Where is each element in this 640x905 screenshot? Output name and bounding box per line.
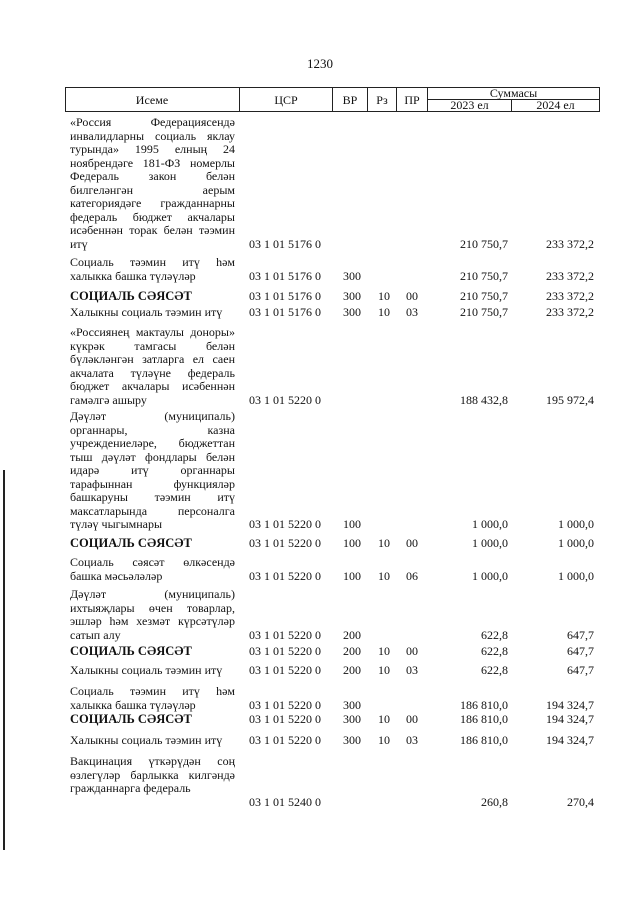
name-cell: «Россия Федерациясендә инвалидларны социаль яклау турында» 1995 елның 24 ноябрендәге 181-ФЗ номерлы Федераль закон белән билгеләнгән аерым категориядәге гражданнарны федераль бюджет акчалары исәбеннән торак белән тәэмин итү: [70, 115, 235, 251]
sum-2024: 647,7: [567, 663, 594, 677]
sum-2024: 647,7: [567, 644, 594, 658]
csr-code: 03 1 01 5220 0: [249, 663, 321, 677]
header-year-2023: 2023 ел: [450, 98, 489, 112]
name-cell: Халыкны социаль тәэмин итү: [70, 305, 223, 319]
sum-2023: 210 750,7: [460, 305, 508, 319]
name-cell: Социаль тәэмин итү һәм халыкка башка түләүләр: [70, 684, 235, 712]
header-year-2024: 2024 ел: [536, 98, 575, 112]
csr-code: 03 1 01 5176 0: [249, 305, 321, 319]
csr-code: 03 1 01 5176 0: [249, 268, 321, 283]
sum-2023: 1 000,0: [472, 517, 508, 531]
vr-code: 200: [343, 644, 361, 658]
sum-2024: 233 372,2: [546, 236, 594, 251]
rz-code: 10: [378, 644, 390, 658]
sum-2023: 1 000,0: [472, 568, 508, 583]
pr-code: 03: [406, 663, 418, 677]
sum-2023: 186 810,0: [460, 712, 508, 726]
vr-code: 100: [343, 517, 361, 531]
csr-code: 03 1 01 5220 0: [249, 392, 321, 407]
name-cell: СОЦИАЛЬ СӘЯСӘТ: [70, 289, 192, 303]
rz-code: 10: [378, 568, 390, 583]
rz-code: 10: [378, 712, 390, 726]
sum-2024: 1 000,0: [558, 536, 594, 550]
csr-code: 03 1 01 5176 0: [249, 289, 321, 303]
sum-2023: 188 432,8: [460, 392, 508, 407]
rz-code: 10: [378, 536, 390, 550]
sum-2023: 186 810,0: [460, 697, 508, 712]
csr-code: 03 1 01 5220 0: [249, 568, 321, 583]
sum-2024: 270,4: [567, 794, 594, 809]
pr-code: 00: [406, 644, 418, 658]
csr-code: 03 1 01 5220 0: [249, 517, 321, 531]
vr-code: 300: [343, 697, 361, 712]
vr-code: 300: [343, 289, 361, 303]
pr-code: 03: [406, 305, 418, 319]
header-csr: ЦСР: [274, 93, 298, 107]
sum-2023: 210 750,7: [460, 268, 508, 283]
header-sums: Суммасы: [489, 86, 538, 100]
sum-2024: 647,7: [567, 627, 594, 642]
sum-2023: 186 810,0: [460, 733, 508, 747]
sum-2023: 210 750,7: [460, 236, 508, 251]
page-number: 1230: [307, 56, 333, 71]
vr-code: 200: [343, 627, 361, 642]
vr-code: 300: [343, 305, 361, 319]
name-cell: Халыкны социаль тәэмин итү: [70, 663, 223, 677]
sum-2023: 622,8: [481, 644, 508, 658]
scan-edge-line: [3, 470, 5, 850]
sum-2024: 195 972,4: [546, 392, 594, 407]
header-vr: ВР: [342, 93, 358, 107]
header-pr: ПР: [404, 93, 420, 107]
csr-code: 03 1 01 5220 0: [249, 697, 321, 712]
sum-2023: 622,8: [481, 663, 508, 677]
pr-code: 06: [406, 568, 418, 583]
name-cell: СОЦИАЛЬ СӘЯСӘТ: [70, 644, 192, 658]
name-cell: СОЦИАЛЬ СӘЯСӘТ: [70, 712, 192, 726]
vr-code: 100: [343, 536, 361, 550]
sum-2023: 210 750,7: [460, 289, 508, 303]
name-cell: «Россиянең мактаулы доноры» күкрәк тамгасы белән бүләкләнгән затларга ел саен акчалата түләүне федераль бюджет акчалары исәбеннән гамәлгә ашыру: [70, 325, 235, 407]
sum-2024: 1 000,0: [558, 517, 594, 531]
vr-code: 100: [343, 568, 361, 583]
sum-2024: 233 372,2: [546, 268, 594, 283]
pr-code: 00: [406, 289, 418, 303]
csr-code: 03 1 01 5240 0: [249, 794, 321, 809]
csr-code: 03 1 01 5220 0: [249, 627, 321, 642]
header-rz: Рз: [376, 93, 388, 107]
pr-code: 00: [406, 712, 418, 726]
header-name: Исеме: [135, 93, 169, 107]
pr-code: 00: [406, 536, 418, 550]
sum-2024: 1 000,0: [558, 568, 594, 583]
name-cell: Дәүләт (муниципаль) органнары, казна учреждениеләре, бюджеттан тыш дәүләт фондлары белән идарә итү органнары тарафыннан функцияләр башкаруны тәэмин итү максатларында персоналга түләү чыгымнары: [70, 409, 235, 531]
vr-code: 300: [343, 712, 361, 726]
csr-code: 03 1 01 5220 0: [249, 712, 321, 726]
vr-code: 200: [343, 663, 361, 677]
csr-code: 03 1 01 5220 0: [249, 644, 321, 658]
rz-code: 10: [378, 733, 390, 747]
name-cell: Халыкны социаль тәэмин итү: [70, 733, 223, 747]
table-header: [65, 87, 599, 112]
sum-2023: 622,8: [481, 627, 508, 642]
vr-code: 300: [343, 733, 361, 747]
name-cell: Социаль сәясәт өлкәсендә башка мәсьәләләр: [70, 555, 235, 583]
sum-2024: 194 324,7: [546, 712, 594, 726]
sum-2024: 233 372,2: [546, 305, 594, 319]
vr-code: 300: [343, 268, 361, 283]
rz-code: 10: [378, 305, 390, 319]
name-cell: Социаль тәэмин итү һәм халыкка башка түләүләр: [70, 255, 235, 283]
sum-2024: 194 324,7: [546, 733, 594, 747]
name-cell: Дәүләт (муниципаль) ихтыяҗлары өчен товарлар, эшләр һәм хезмәт күрсәтүләр сатып алу: [70, 587, 235, 642]
csr-code: 03 1 01 5220 0: [249, 733, 321, 747]
sum-2024: 233 372,2: [546, 289, 594, 303]
sum-2023: 1 000,0: [472, 536, 508, 550]
csr-code: 03 1 01 5220 0: [249, 536, 321, 550]
pr-code: 03: [406, 733, 418, 747]
name-cell: Вакцинация үткәрүдән соң өзлегүләр барлыкка килгәндә гражданнарга федераль: [70, 754, 235, 795]
name-cell: СОЦИАЛЬ СӘЯСӘТ: [70, 536, 192, 550]
rz-code: 10: [378, 663, 390, 677]
rz-code: 10: [378, 289, 390, 303]
sum-2023: 260,8: [481, 794, 508, 809]
csr-code: 03 1 01 5176 0: [249, 236, 321, 251]
sum-2024: 194 324,7: [546, 697, 594, 712]
